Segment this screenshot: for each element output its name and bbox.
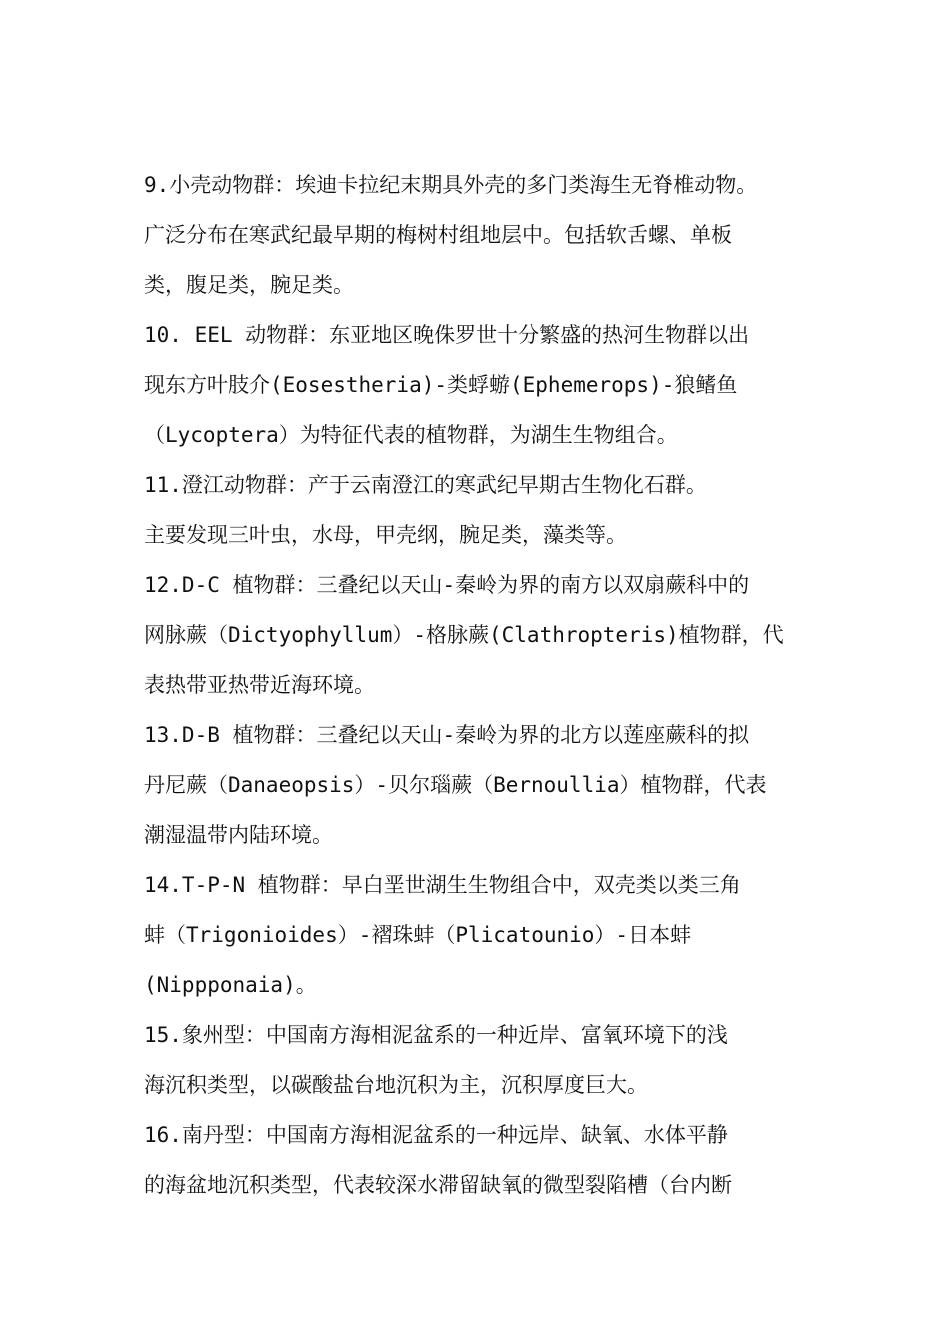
text-line: 海沉积类型，以碳酸盐台地沉积为主，沉积厚度巨大。 — [144, 1073, 648, 1097]
text-line: 网脉蕨（Dictyophyllum）-格脉蕨(Clathropteris)植物群，代 — [144, 623, 784, 647]
text-line: 15.象州型：中国南方海相泥盆系的一种近岸、富氧环境下的浅 — [144, 1023, 728, 1047]
text-line: 潮湿温带内陆环境。 — [144, 823, 333, 847]
text-line: 主要发现三叶虫，水母，甲壳纲，腕足类，藻类等。 — [144, 523, 627, 547]
text-line: 表热带亚热带近海环境。 — [144, 673, 375, 697]
document-body — [144, 160, 824, 1210]
text-line: 现东方叶肢介(Eosestheria)-类蜉蝣(Ephemerops)-狼鳍鱼 — [144, 373, 738, 397]
text-line: 16.南丹型：中国南方海相泥盆系的一种远岸、缺氧、水体平静 — [144, 1123, 728, 1147]
text-line: 丹尼蕨（Danaeopsis）-贝尔瑙蕨（Bernoullia）植物群，代表 — [144, 773, 767, 797]
text-line: 10. EEL 动物群：东亚地区晚侏罗世十分繁盛的热河生物群以出 — [144, 323, 750, 347]
text-line: （Lycoptera）为特征代表的植物群，为湖生生物组合。 — [144, 423, 678, 447]
text-line: 13.D-B 植物群：三叠纪以天山-秦岭为界的北方以莲座蕨科的拟 — [144, 723, 750, 747]
text-line: 14.T-P-N 植物群：早白垩世湖生生物组合中，双壳类以类三角 — [144, 873, 741, 897]
text-line: 11.澄江动物群：产于云南澄江的寒武纪早期古生物化石群。 — [144, 473, 707, 497]
text-line: 广泛分布在寒武纪最早期的梅树村组地层中。包括软舌螺、单板 — [144, 223, 732, 247]
text-line: (Nippponaia)。 — [144, 973, 317, 997]
text-line: 的海盆地沉积类型，代表较深水滞留缺氧的微型裂陷槽（台内断 — [144, 1173, 732, 1197]
text-line: 12.D-C 植物群：三叠纪以天山-秦岭为界的南方以双扇蕨科中的 — [144, 573, 750, 597]
text-line: 蚌（Trigonioides）-褶珠蚌（Plicatounio）-日本蚌 — [144, 923, 692, 947]
text-line: 类，腹足类，腕足类。 — [144, 273, 354, 297]
text-line: 9.小壳动物群：埃迪卡拉纪末期具外壳的多门类海生无脊椎动物。 — [144, 173, 758, 197]
